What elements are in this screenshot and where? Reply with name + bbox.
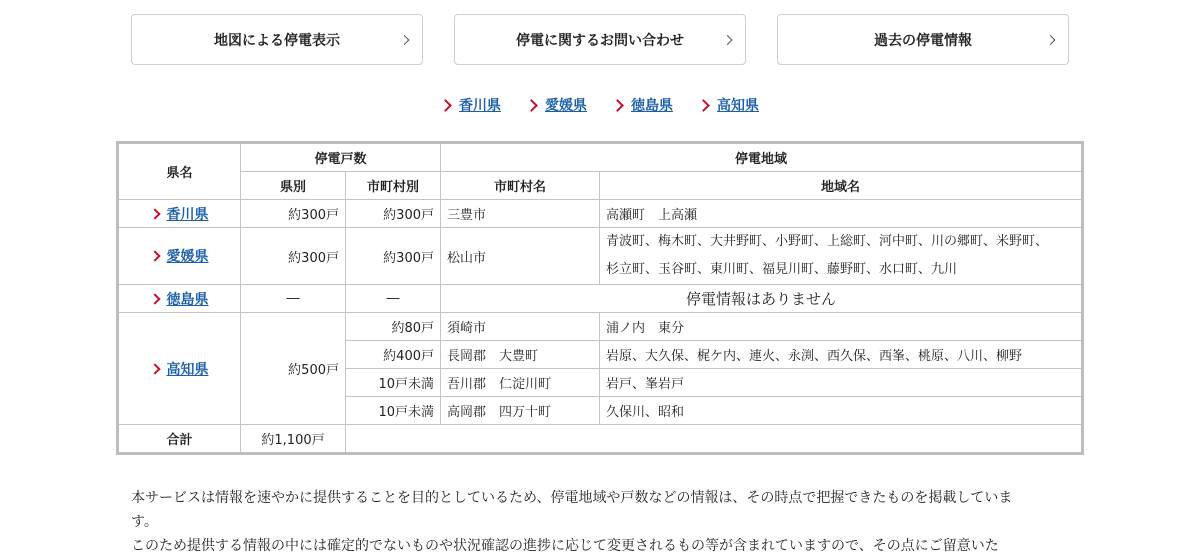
table-row [118, 313, 1083, 341]
pref-total-cell: ― [241, 285, 346, 313]
no-outage-message: 停電情報はありません [441, 285, 1083, 313]
pref-cell-kagawa [118, 200, 241, 228]
pref-link-kagawa-text[interactable]: 香川県 [459, 98, 501, 114]
area-name-cell: 久保川、昭和 [600, 397, 1083, 425]
chevron-right-icon [611, 99, 624, 112]
pref-link-kochi[interactable] [699, 93, 759, 117]
pref-link-ehime[interactable] [527, 93, 587, 117]
outage-inquiry-button[interactable] [454, 14, 746, 65]
pref-total-cell: 約300戸 [241, 200, 346, 228]
total-label: 合計 [118, 425, 241, 454]
pref-link-kagawa[interactable] [441, 93, 501, 117]
pref-cell-ehime [118, 228, 241, 285]
past-outage-label: 過去の停電情報 [874, 32, 972, 49]
city-name-cell: 長岡郡 大豊町 [441, 341, 600, 369]
header-outage-area: 停電地域 [441, 143, 1083, 172]
header-by-prefecture: 県別 [241, 172, 346, 200]
table-pref-link-tokushima-text[interactable]: 徳島県 [166, 291, 209, 308]
table-header-row [118, 143, 1083, 172]
city-count-cell: ― [346, 285, 441, 313]
chevron-right-icon [1046, 35, 1056, 45]
table-pref-link-kochi[interactable] [125, 359, 234, 379]
city-count-cell: 約300戸 [346, 200, 441, 228]
outage-inquiry-label: 停電に関するお問い合わせ [516, 32, 684, 49]
area-name-cell [600, 228, 1083, 285]
table-pref-link-kochi-text[interactable]: 高知県 [166, 361, 209, 378]
table-pref-link-kagawa-text[interactable]: 香川県 [166, 206, 209, 223]
map-outage-label: 地図による停電表示 [214, 32, 340, 49]
city-count-cell: 約400戸 [346, 341, 441, 369]
total-empty-cell [346, 425, 1083, 454]
pref-cell-tokushima [118, 285, 241, 313]
header-area-name: 地域名 [600, 172, 1083, 200]
outage-table [116, 141, 1084, 455]
city-count-cell: 10戸未満 [346, 369, 441, 397]
table-pref-link-kagawa[interactable] [125, 204, 234, 224]
table-pref-link-tokushima[interactable] [125, 289, 234, 309]
area-name-cell: 岩戸、峯岩戸 [600, 369, 1083, 397]
city-name-cell: 三豊市 [441, 200, 600, 228]
pref-link-ehime-text[interactable]: 愛媛県 [545, 98, 587, 114]
area-line: 杉立町、玉谷町、東川町、福見川町、藤野町、水口町、九川 [606, 262, 958, 277]
table-pref-link-ehime-text[interactable]: 愛媛県 [166, 249, 209, 265]
area-line: 青波町、梅木町、大井野町、小野町、上総町、河中町、川の郷町、米野町、 [606, 234, 1049, 249]
header-by-city: 市町村別 [346, 172, 441, 200]
pref-link-tokushima[interactable] [613, 93, 673, 117]
table-total-row [118, 425, 1083, 454]
header-outage-count: 停電戸数 [241, 143, 441, 172]
past-outage-button[interactable] [777, 14, 1069, 65]
pref-link-tokushima-text[interactable]: 徳島県 [631, 98, 673, 114]
pref-link-kochi-text[interactable]: 高知県 [717, 98, 759, 114]
chevron-right-icon [439, 99, 452, 112]
chevron-right-icon [149, 363, 160, 374]
chevron-right-icon [400, 35, 410, 45]
map-outage-button[interactable] [131, 14, 423, 65]
chevron-right-icon [149, 250, 160, 261]
notice-line: このため提供する情報の中には確定的でないものや状況確認の進捗に応じて変更されるもの等が含まれていますので、その点にご留意いた [131, 538, 999, 554]
city-count-cell: 10戸未満 [346, 397, 441, 425]
notice-line: 本サービスは情報を速やかに提供することを目的としているため、停電地域や戸数などの情報は、その時点で把握できたものを掲載していま [131, 490, 1013, 506]
city-name-cell: 須崎市 [441, 313, 600, 341]
notice-line: す。 [131, 514, 158, 530]
service-notice [131, 486, 1071, 558]
table-subheader-row [118, 172, 1083, 200]
city-name-cell: 松山市 [441, 228, 600, 285]
city-count-cell: 約80戸 [346, 313, 441, 341]
header-city-name: 市町村名 [441, 172, 600, 200]
area-name-cell: 岩原、大久保、梶ケ内、連火、永渕、西久保、西峯、桃原、八川、柳野 [600, 341, 1083, 369]
area-name-cell: 高瀬町 上高瀬 [600, 200, 1083, 228]
city-name-cell: 吾川郡 仁淀川町 [441, 369, 600, 397]
table-row [118, 285, 1083, 313]
total-value: 約1,100戸 [241, 425, 346, 454]
table-row [118, 228, 1083, 285]
city-name-cell: 高岡郡 四万十町 [441, 397, 600, 425]
chevron-right-icon [149, 208, 160, 219]
chevron-right-icon [697, 99, 710, 112]
header-prefecture: 県名 [118, 143, 241, 200]
pref-total-cell: 約500戸 [241, 313, 346, 425]
chevron-right-icon [149, 293, 160, 304]
prefecture-link-bar [0, 93, 1200, 117]
area-name-cell: 浦ノ内 東分 [600, 313, 1083, 341]
pref-total-cell: 約300戸 [241, 228, 346, 285]
table-row [118, 200, 1083, 228]
chevron-right-icon [723, 35, 733, 45]
city-count-cell: 約300戸 [346, 228, 441, 285]
pref-cell-kochi [118, 313, 241, 425]
table-pref-link-ehime[interactable] [125, 246, 234, 266]
chevron-right-icon [525, 99, 538, 112]
